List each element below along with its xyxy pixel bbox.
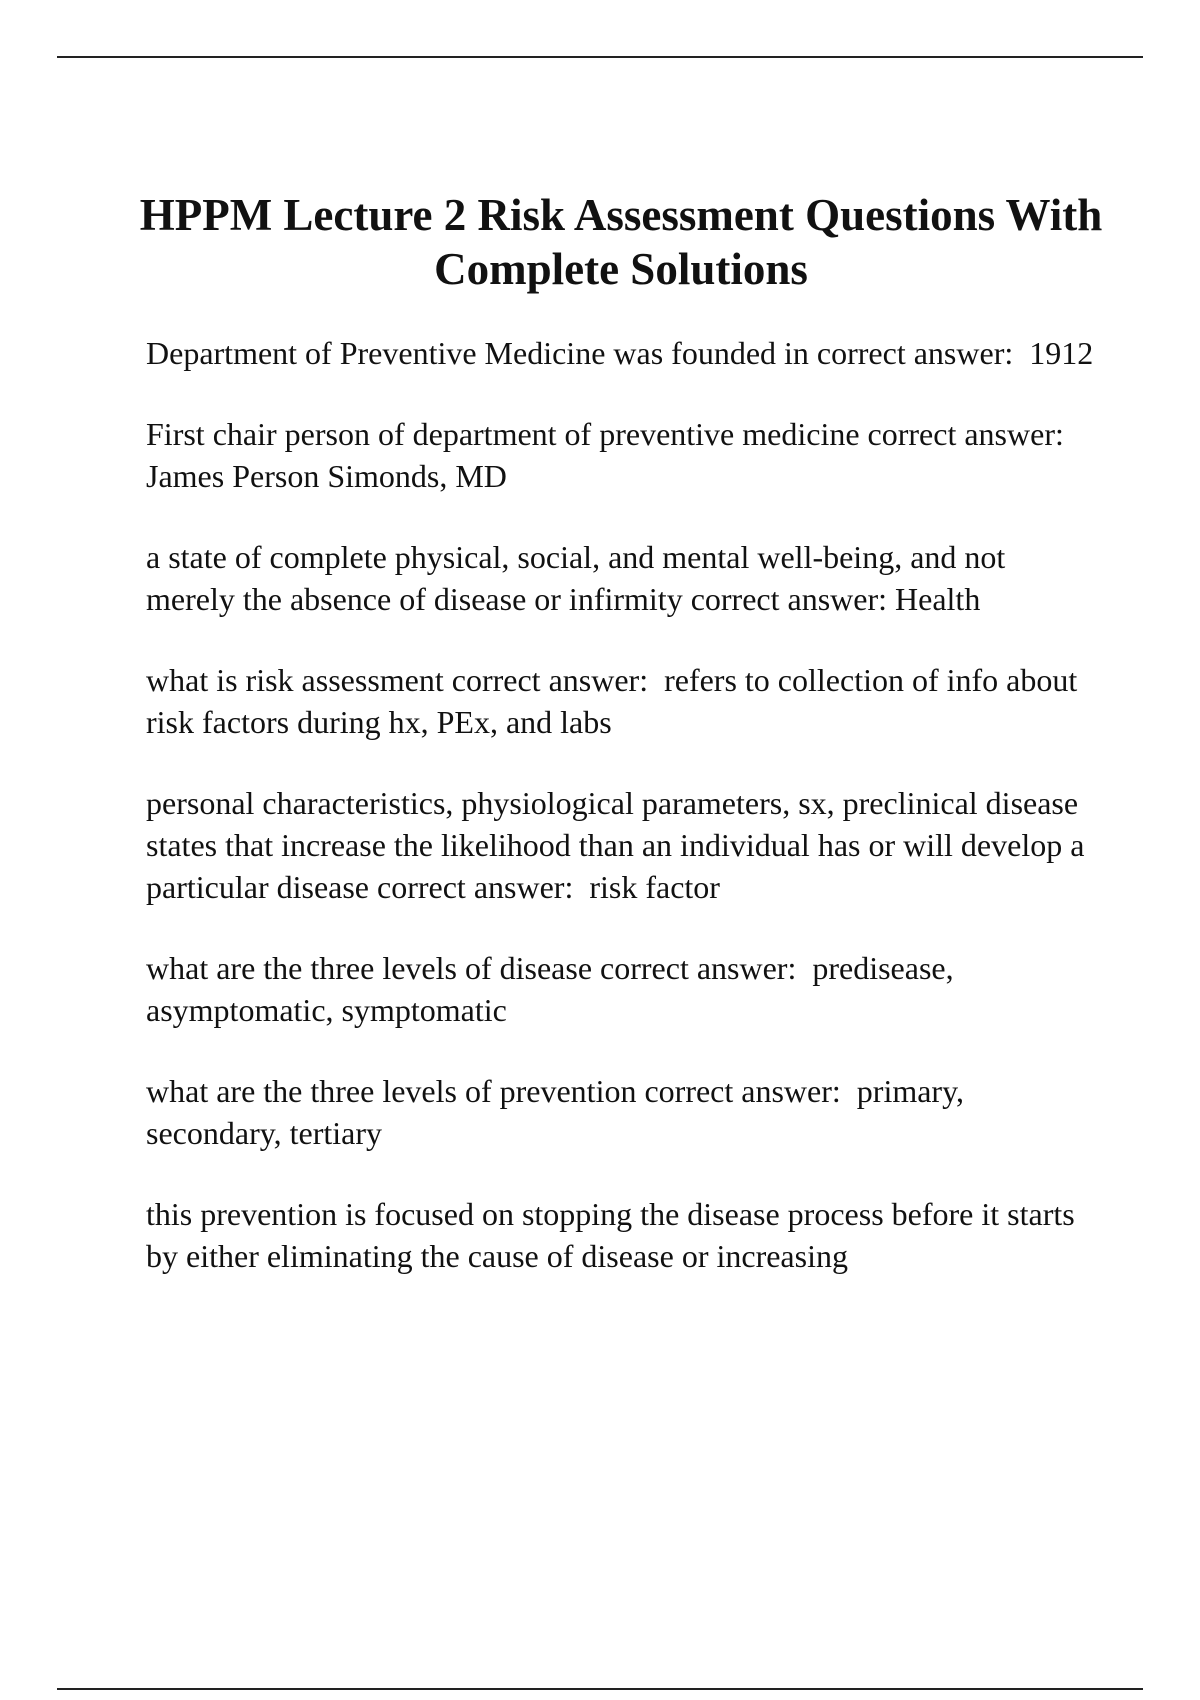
answer-label: correct answer: [600, 950, 797, 986]
answer-text: 1912 [1029, 335, 1094, 371]
question-text: what are the three levels of prevention [146, 1073, 637, 1109]
document-title: HPPM Lecture 2 Risk Assessment Questions With Complete Solutions [139, 190, 1103, 294]
qa-item [146, 659, 1096, 743]
answer-text: James Person Simonds, MD [146, 458, 507, 494]
answer-label: correct answer: [816, 335, 1014, 371]
answer-label: correct answer: [377, 869, 574, 905]
bottom-divider [57, 1688, 1143, 1690]
qa-item [146, 332, 1096, 374]
answer-label: correct answer: [690, 581, 888, 617]
qa-item [146, 536, 1096, 620]
qa-item [146, 947, 1096, 1031]
question-text: a state of complete physical, social, and mental well-being, and not merely the absence of disease or infirmity [146, 539, 1006, 617]
top-divider [57, 56, 1143, 58]
document-body [139, 188, 1103, 1316]
answer-label: correct answer: [644, 1073, 841, 1109]
question-text: what are the three levels of disease [146, 950, 593, 986]
answer-text: predisease, asymptomatic, symptomatic [146, 950, 954, 1028]
qa-item [146, 1070, 1096, 1154]
question-text: personal characteristics, physiological parameters, sx, preclinical disease states that increase the likelihood than an individual has or will develop a particular disease [146, 785, 1085, 905]
answer-text: Health [895, 581, 981, 617]
question-text: Department of Preventive Medicine was founded in [146, 335, 809, 371]
answer-label: correct answer: [451, 662, 649, 698]
answer-text: primary, secondary, tertiary [146, 1073, 964, 1151]
qa-item [146, 782, 1096, 908]
qa-item [146, 413, 1096, 497]
answer-text: risk factor [589, 869, 720, 905]
answer-text: refers to collection of info about risk factors during hx, PEx, and labs [146, 662, 1078, 740]
question-text: First chair person of department of preventive medicine [146, 416, 860, 452]
answer-label: correct answer: [867, 416, 1064, 452]
qa-item-truncated [146, 1193, 1096, 1277]
question-text: this prevention is focused on stopping the disease process before it starts by either eliminating the cause of disease or increasing [146, 1196, 1075, 1274]
question-text: what is risk assessment [146, 662, 444, 698]
